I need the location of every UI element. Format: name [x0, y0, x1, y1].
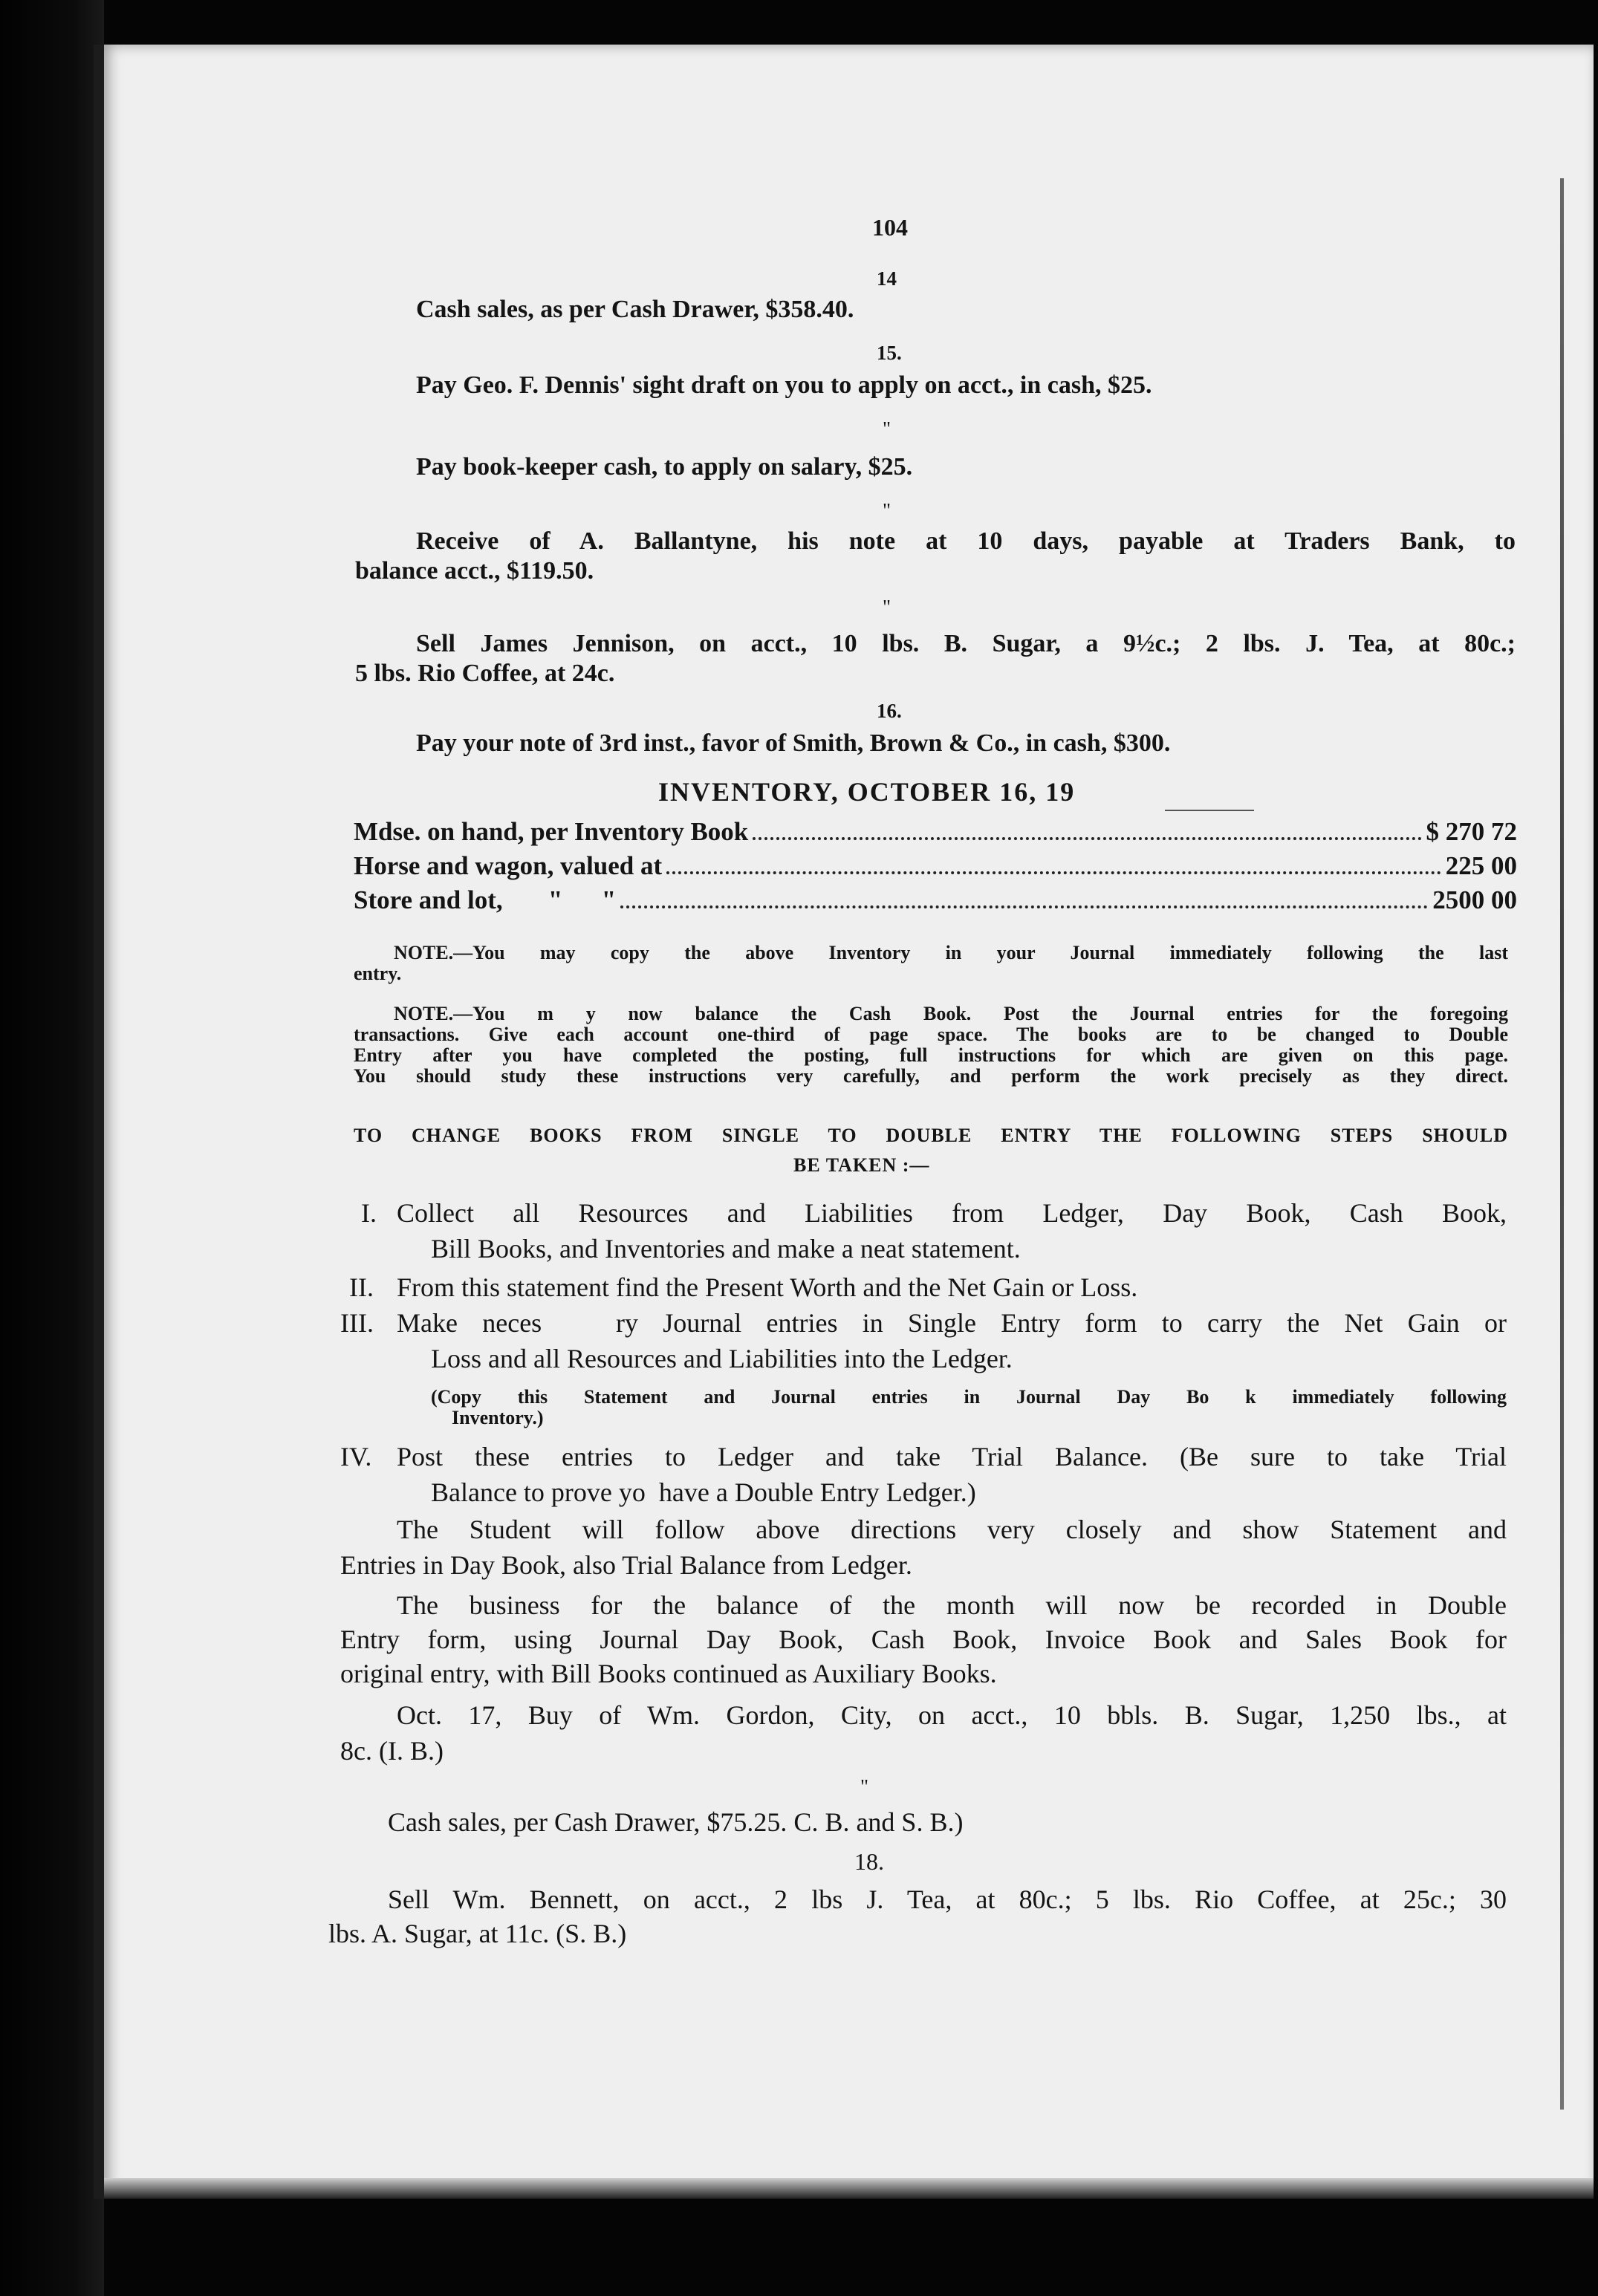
- ditto-mark: ": [860, 1775, 869, 1798]
- step-text: Collect all Resources and Liabilities from Ledger, Day Book, Cash Book,: [397, 1198, 1507, 1228]
- inventory-label: Mdse. on hand, per Inventory Book: [354, 817, 749, 846]
- inventory-amount: 2500 00: [1432, 885, 1517, 914]
- note-line: Entry after you have completed the posting, full instructions for which are given on this page.: [354, 1044, 1508, 1066]
- page-edge-shadow: [1560, 178, 1564, 2110]
- inventory-label: Store and lot, " ": [354, 885, 617, 914]
- inventory-amount: $ 270 72: [1426, 817, 1517, 846]
- date-14: 14: [877, 267, 897, 290]
- inventory-amount: 225 00: [1445, 851, 1517, 880]
- step-text: Balance to prove yo have a Double Entry Ledger.): [431, 1477, 976, 1507]
- book-page: [94, 45, 1594, 2199]
- body-line: Oct. 17, Buy of Wm. Gordon, City, on acct., 10 bbls. B. Sugar, 1,250 lbs., at: [397, 1700, 1507, 1730]
- step-number: III.: [340, 1308, 374, 1338]
- dot-leader: [666, 871, 1441, 874]
- date-16: 16.: [877, 700, 902, 722]
- page-bottom-edge: [104, 2178, 1594, 2199]
- dot-leader: [620, 905, 1428, 908]
- inventory-heading: INVENTORY, OCTOBER 16, 19: [658, 777, 1076, 807]
- steps-heading-cont: BE TAKEN :—: [793, 1154, 930, 1176]
- step-text: From this statement find the Present Worth and the Net Gain or Loss.: [397, 1272, 1138, 1302]
- step-note-cont: Inventory.): [452, 1407, 544, 1428]
- body-line: The Student will follow above directions very closely and show Statement and: [397, 1515, 1507, 1544]
- body-line: The business for the balance of the month will now be recorded in Double: [397, 1590, 1507, 1620]
- date-18: 18.: [854, 1848, 884, 1875]
- steps-heading: TO CHANGE BOOKS FROM SINGLE TO DOUBLE ENTRY THE FOLLOWING STEPS SHOULD: [354, 1125, 1508, 1146]
- date-15: 15.: [877, 342, 902, 364]
- body-line: Sell Wm. Bennett, on acct., 2 lbs J. Tea, at 80c.; 5 lbs. Rio Coffee, at 25c.; 30: [388, 1884, 1507, 1914]
- step-number: IV.: [340, 1442, 372, 1471]
- ditto-mark: ": [883, 417, 891, 440]
- step-text: Loss and all Resources and Liabilities into the Ledger.: [431, 1344, 1013, 1373]
- note-line: entry.: [354, 963, 402, 984]
- entry-sell-jennison-cont: 5 lbs. Rio Coffee, at 24c.: [355, 660, 615, 687]
- note-line: You should study these instructions very carefully, and perform the work precisely as they direct.: [354, 1065, 1508, 1087]
- inventory-row: [354, 851, 1517, 881]
- step-number: II.: [349, 1272, 374, 1302]
- ditto-mark: ": [883, 499, 891, 521]
- entry-sell-jennison: Sell James Jennison, on acct., 10 lbs. B. Sugar, a 9½c.; 2 lbs. J. Tea, at 80c.;: [416, 630, 1516, 657]
- ditto-mark: ": [883, 596, 891, 618]
- entry-receive-ballantyne-cont: balance acct., $119.50.: [355, 557, 594, 585]
- entry-pay-bookkeeper: Pay book-keeper cash, to apply on salary, $25.: [416, 453, 913, 481]
- note-line: NOTE.—You m y now balance the Cash Book. Post the Journal entries for the foregoing: [394, 1003, 1508, 1024]
- inventory-row: [354, 885, 1517, 915]
- note-line: NOTE.—You may copy the above Inventory in your Journal immediately following the last: [394, 942, 1508, 963]
- inventory-label: Horse and wagon, valued at: [354, 851, 663, 880]
- scan-left-border: [0, 0, 104, 2296]
- body-line: Entry form, using Journal Day Book, Cash Book, Invoice Book and Sales Book for: [340, 1625, 1507, 1654]
- step-text: Bill Books, and Inventories and make a neat statement.: [431, 1234, 1021, 1264]
- body-line: original entry, with Bill Books continued as Auxiliary Books.: [340, 1659, 997, 1688]
- year-blank-line: [1165, 810, 1254, 811]
- entry-cash-sales: Cash sales, as per Cash Drawer, $358.40.: [416, 296, 854, 323]
- dot-leader: [753, 837, 1421, 840]
- entry-receive-ballantyne: Receive of A. Ballantyne, his note at 10 days, payable at Traders Bank, to: [416, 527, 1516, 555]
- page-number: 104: [872, 214, 908, 241]
- body-line: Entries in Day Book, also Trial Balance from Ledger.: [340, 1550, 912, 1580]
- note-line: transactions. Give each account one-third of page space. The books are to be changed to Double: [354, 1024, 1508, 1045]
- step-number: I.: [361, 1198, 377, 1228]
- inventory-row: [354, 817, 1517, 847]
- body-line: Cash sales, per Cash Drawer, $75.25. C. B. and S. B.): [388, 1807, 964, 1837]
- entry-pay-dennis: Pay Geo. F. Dennis' sight draft on you to apply on acct., in cash, $25.: [416, 371, 1152, 399]
- body-line: 8c. (I. B.): [340, 1736, 444, 1766]
- step-text: Make neces ry Journal entries in Single Entry form to carry the Net Gain or: [397, 1308, 1507, 1338]
- step-note: (Copy this Statement and Journal entries in Journal Day Bo k immediately following: [431, 1386, 1507, 1408]
- body-line: lbs. A. Sugar, at 11c. (S. B.): [328, 1919, 627, 1948]
- entry-pay-note: Pay your note of 3rd inst., favor of Smith, Brown & Co., in cash, $300.: [416, 729, 1171, 757]
- step-text: Post these entries to Ledger and take Trial Balance. (Be sure to take Trial: [397, 1442, 1507, 1471]
